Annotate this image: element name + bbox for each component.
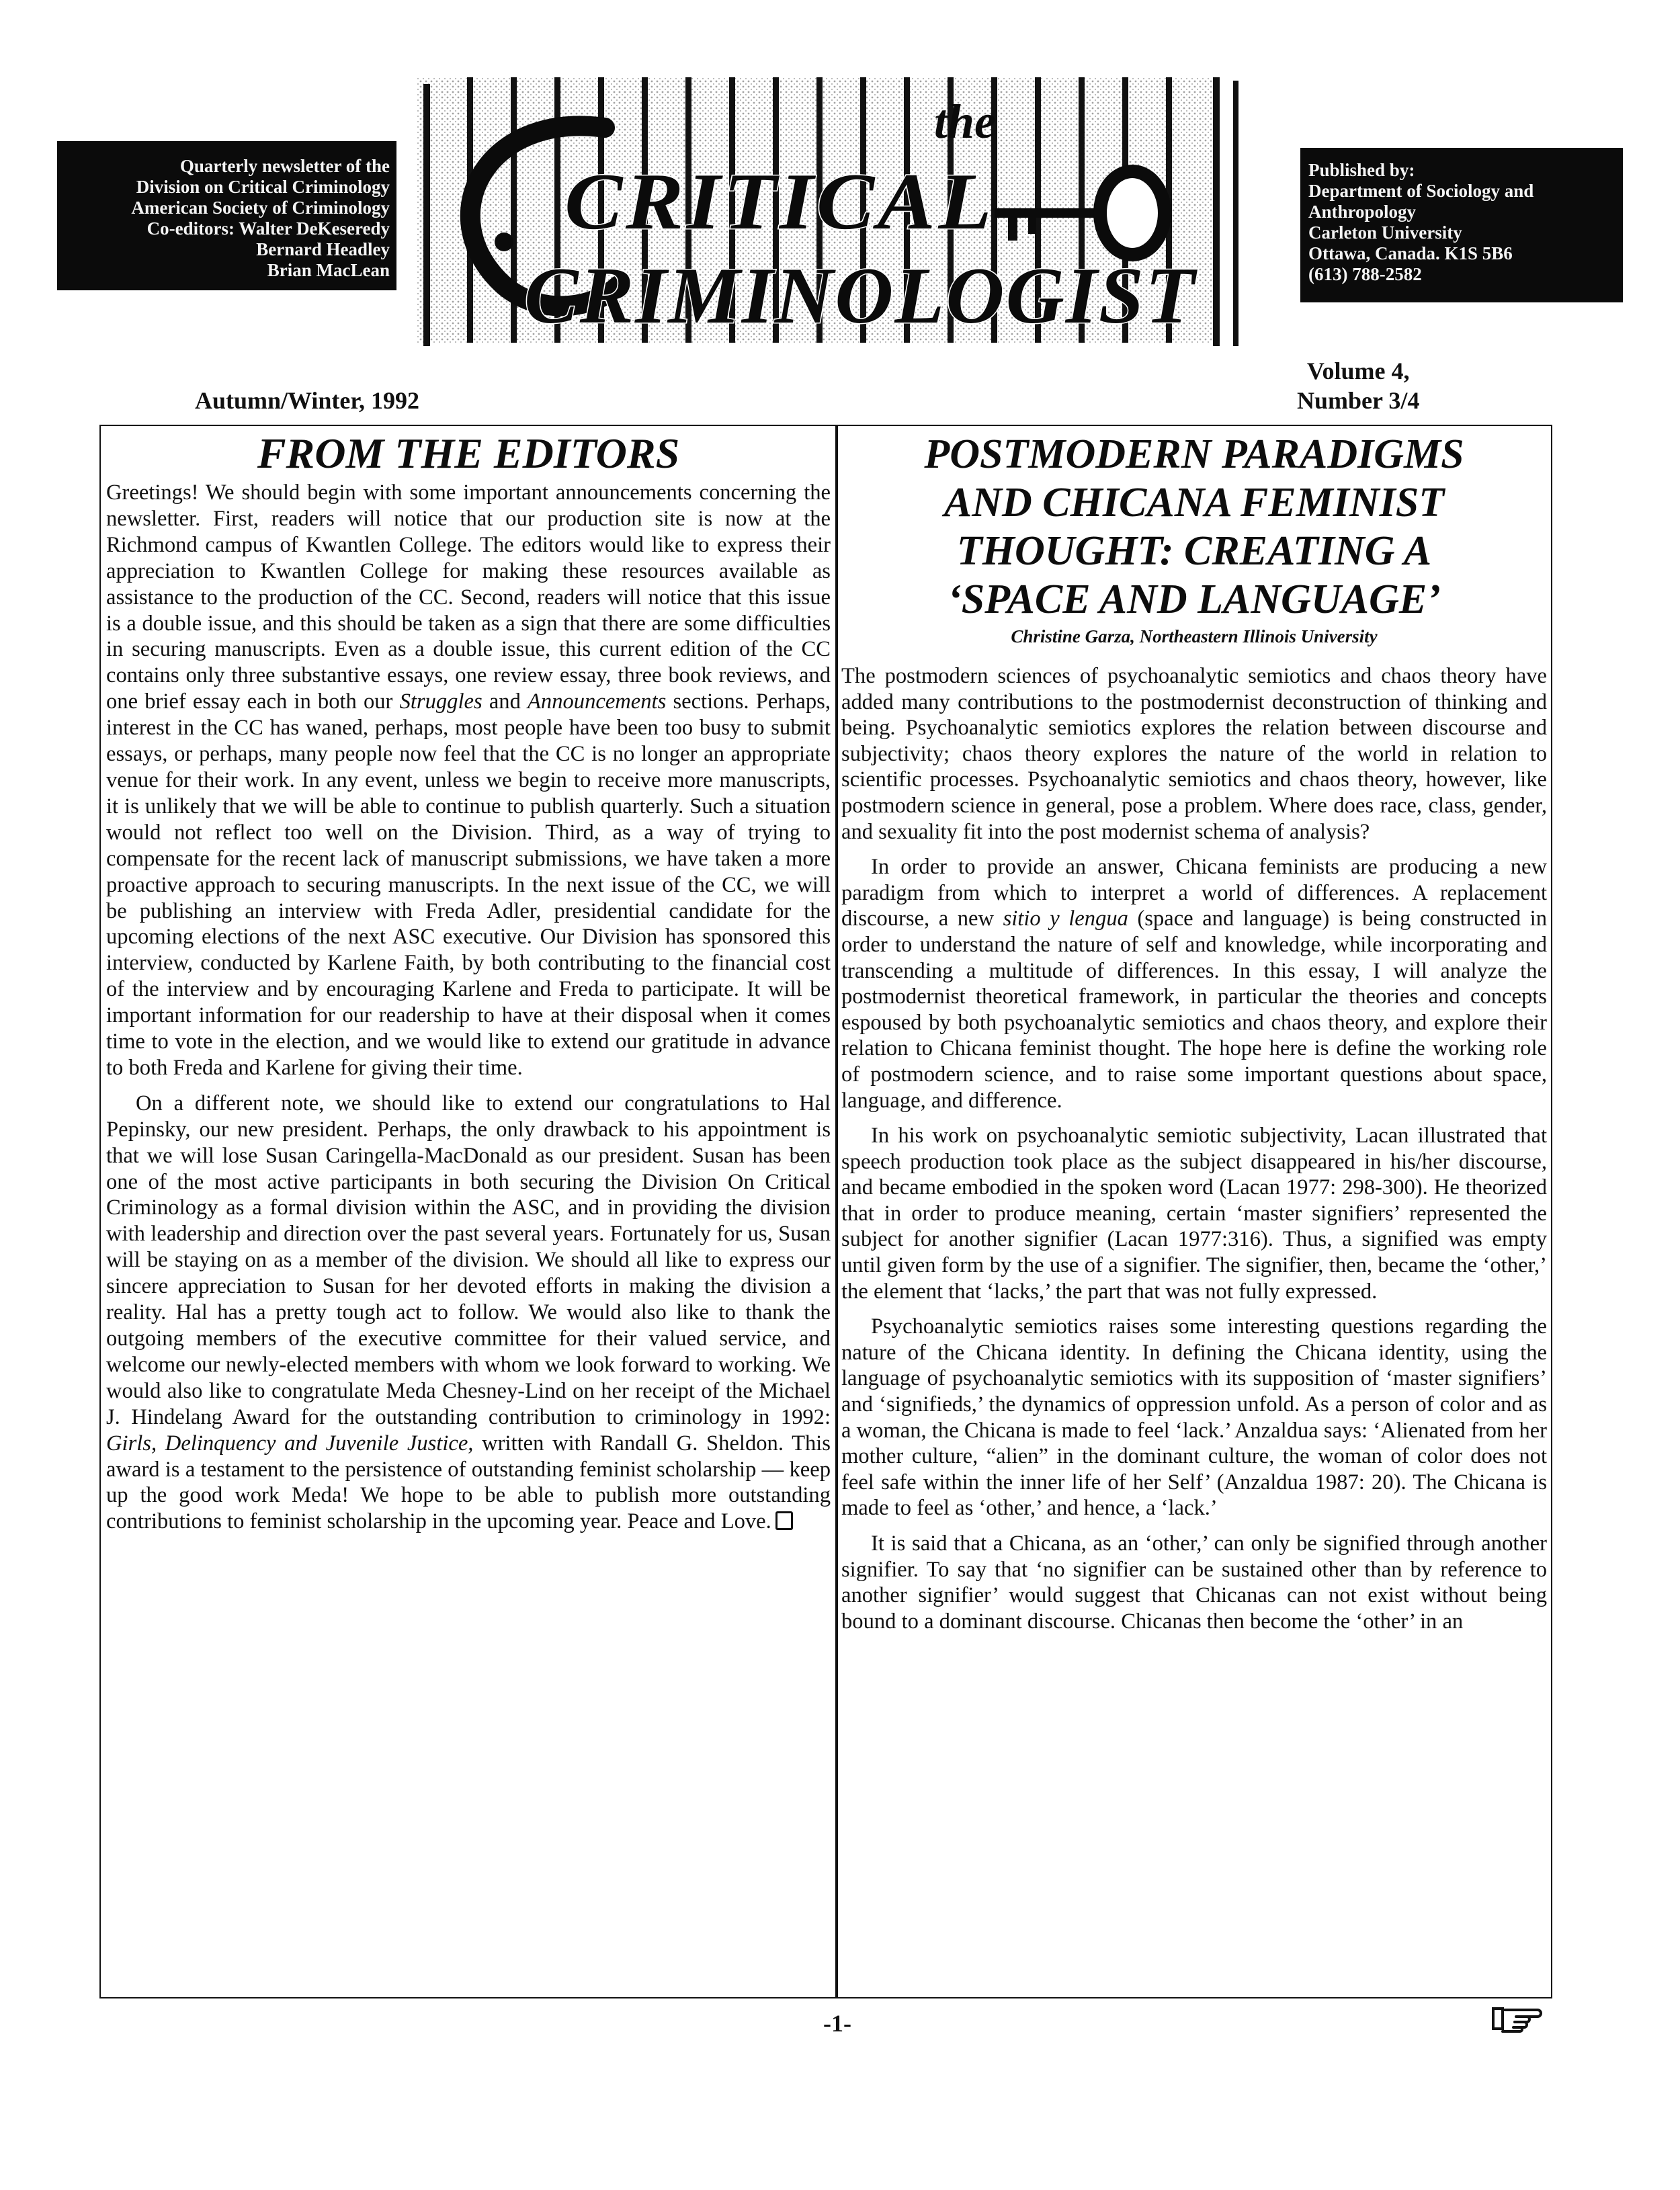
editors-p2-rest: written with Randall G. Sheldon. This award is a testament to the persistence of outstanding feminist scholarship — keep up the good work Meda! We hope to be able to publish more outstanding contributions to feminist scholarship in the upcoming year. Peace and Love. xyxy=(106,1431,831,1534)
society-name: American Society of Criminology xyxy=(131,198,390,218)
volume-label: Volume 4, xyxy=(1306,357,1410,384)
logo-critical: CRITICAL xyxy=(564,157,995,246)
article-headline-line-2: AND CHICANA FEMINIST xyxy=(943,480,1445,525)
editors-p1-rest: sections. Perhaps, interest in the CC has waned, perhaps, most people have been too busy to submit essays, or perhaps, many people now feel that the CC is no longer an appropriate venue for their work. In any event, unless we begin to receive more manuscripts, it is unlikely that we will be able to continue to publish quarterly. Such a situation would not reflect too well on the Division. Third, as a way of trying to compensate for the recent lack of manuscript submissions, we have taken a more proactive approach to securing manuscripts. In the next issue of the CC, we will be publishing an interview with Freda Adler, presidential candidate for the upcoming elections of the next ASC executive. Our Division has sponsored this interview, conducted by Karlene Faith, by both contributing to the financial cost of the interview and by encouraging Karlene and Freda to participate. It will be important information for our readership to have at their disposal when it comes time to vote in the election, and we would like to extend our gratitude in advance to both Freda and Karlene for giving their time. xyxy=(106,689,831,1080)
article-p2-rest: (space and language) is being constructed in order to understand the nature of self and knowledge, while incorporating and transcending a multitude of differences. In this essay, I will analyze the postmodernist theoretical framework, in particular the theories and concepts espoused by both psychoanalytic semiotics and chaos theory, and explore their relation to Chicana feminist thought. The hope here is define the working role of postmodern science, and to raise some important questions about space, language, and difference. xyxy=(841,907,1547,1113)
page-number: -1- xyxy=(823,2010,851,2037)
issue-date: Autumn/Winter, 1992 xyxy=(195,387,420,414)
editors-paragraph-2 xyxy=(106,1091,831,1535)
article-headline-line-3: THOUGHT: CREATING A xyxy=(956,528,1432,574)
article-column xyxy=(841,430,1547,1634)
struggles-title: Struggles xyxy=(399,689,482,714)
editors-column xyxy=(106,430,831,1535)
publisher-label: Published by: xyxy=(1308,160,1415,180)
editors-paragraph-1 xyxy=(106,480,831,1081)
announcements-title: Announcements xyxy=(528,689,667,714)
editors-p1-text: Greetings! We should begin with some important announcements concerning the newsletter. First, readers will notice that our production site is now at the Richmond campus of Kwantlen College. The editors would like to express their appreciation to Kwantlen College for making these resources available as assistance to the production of the CC. Second, readers will notice that this issue is a double issue, and this should be taken as a sign that there are some difficulties in securing manuscripts. Even as a double issue, this current edition of the CC contains only three substantive essays, one review essay, three book reviews, and one brief essay each in both our xyxy=(106,480,831,714)
logo-the: the xyxy=(934,95,997,149)
article-byline: Christine Garza, Northeastern Illinois University xyxy=(1011,626,1378,646)
article-paragraph-3: In his work on psychoanalytic semiotic subjectivity, Lacan illustrated that speech production took place as the subject disappeared in his/her discourse, and became embodied in the spoken word (Lacan 1977: 298-300). He theorized that in order to produce meaning, certain ‘master signifiers’ represented the subject for another signifier (Lacan 1977:316). Thus, a signified was empty until given form by the use of a signifier. The signifier, then, became the ‘other,’ the element that ‘lacks,’ the part that was not fully expressed. xyxy=(841,1124,1547,1304)
division-name: Division on Critical Criminology xyxy=(136,177,390,197)
publisher-university: Carleton University xyxy=(1308,222,1462,243)
article-paragraph-4: Psychoanalytic semiotics raises some interesting questions regarding the nature of the Chicana identity. In defining the Chicana identity, using the language of psychoanalytic semiotics with its supposition of ‘master signifiers’ and ‘signifieds,’ the dynamics of oppression unfold. As a person of color and as a woman, the Chicana is made to feel ‘lack.’ Anzaldua says: ‘Alienated from her mother culture, “alien” in the dominant culture, the woman of color does not feel safe within the inner life of her Self’ (Anzaldua 1987: 20). The Chicana is made to feel as ‘other,’ and hence, a ‘lack.’ xyxy=(841,1314,1547,1521)
publisher-dept-cont: Anthropology xyxy=(1308,202,1417,222)
editors-p2-text: On a different note, we should like to extend our congratulations to Hal Pepinsky, our new president. Perhaps, the only drawback to his appointment is that we will lose Susan Caringella-MacDonald as our president. Susan has been one of the most active participants in both securing the Division On Critical Criminology as a formal division within the ASC, and in providing the division with leadership and direction over the past several years. Fortunately for us, Susan will be staying on as a member of the division. We should all like to express our sincere appreciation to Susan for her devoted efforts in making the division a reality. Hal has a pretty tough act to follow. We would also like to thank the outgoing members of the executive committee for their valued service, and welcome our newly-elected members with whom we look forward to working. We would also like to congratulate Meda Chesney-Lind on her receipt of the Michael J. Hindelang Award for the outstanding contribution to criminology in 1992: xyxy=(106,1091,831,1429)
publisher-phone: (613) 788-2582 xyxy=(1308,264,1422,284)
co-editor-1: Co-editors: Walter DeKeseredy xyxy=(146,218,390,239)
article-headline-line-4: ‘SPACE AND LANGUAGE’ xyxy=(948,577,1441,622)
sitio-y-lengua: sitio y lengua xyxy=(1003,907,1128,931)
editors-p1-and: and xyxy=(482,689,528,714)
editors-headline: FROM THE EDITORS xyxy=(257,429,680,477)
article-headline-line-1: POSTMODERN PARADIGMS xyxy=(924,431,1464,477)
article-p2-text: In order to provide an answer, Chicana feminists are producing a new paradigm from which to interpret a world of differences. A replacement discourse, a new xyxy=(841,855,1547,931)
masthead-left-info xyxy=(57,141,396,290)
volume-number xyxy=(1297,356,1419,415)
masthead-right-info xyxy=(1300,148,1623,302)
publisher-dept: Department of Sociology and xyxy=(1308,181,1534,201)
pointing-hand-icon xyxy=(1490,1999,1544,2036)
newsletter-descriptor: Quarterly newsletter of the xyxy=(179,156,390,176)
co-editor-3: Brian MacLean xyxy=(267,260,390,280)
number-label: Number 3/4 xyxy=(1297,387,1420,414)
publisher-address: Ottawa, Canada. K1S 5B6 xyxy=(1308,243,1513,263)
logo-criminologist: CRIMINOLOGIST xyxy=(524,251,1198,340)
co-editor-2: Bernard Headley xyxy=(256,239,390,259)
article-paragraph-1: The postmodern sciences of psychoanalytic semiotics and chaos theory have added many contributions to the postmodernist deconstruction of thinking and being. Psychoanalytic semiotics explores the relation between discourse and subjectivity; chaos theory explores the nature of the world in relation to scientific processes. Psychoanalytic semiotics and chaos theory, however, like postmodern science in general, pose a problem. Where does race, class, gender, and sexuality fit into the post modernist schema of analysis? xyxy=(841,664,1547,844)
article-paragraph-2 xyxy=(841,854,1547,1113)
article-headline xyxy=(841,430,1547,624)
end-mark-icon xyxy=(775,1511,793,1530)
award-book-title: Girls, Delinquency and Juvenile Justice, xyxy=(106,1431,474,1456)
newsletter-logo xyxy=(403,64,1290,353)
article-paragraph-5: It is said that a Chicana, as an ‘other,’ can only be signified through another signifier. To say that ‘no signifier can be sustained other than by reference to another signifier’ would suggest that Chicanas can not exist without being bound to a dominant discourse. Chicanas then become the ‘other’ in an xyxy=(841,1531,1547,1634)
